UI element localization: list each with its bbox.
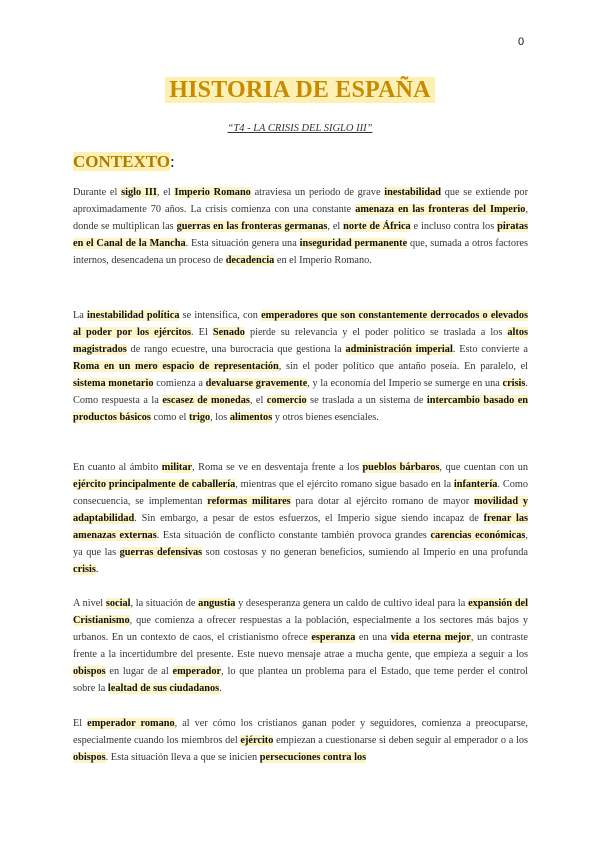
highlighted-term: emperador [172, 666, 222, 677]
text-run: . [95, 564, 99, 575]
highlighted-term: guerras defensivas [119, 547, 203, 558]
section-heading-text: CONTEXTO [73, 152, 170, 171]
text-run: . Esta situación lleva a que se inicien [105, 752, 260, 763]
highlighted-term: piratas en el Canal de la Mancha [73, 221, 528, 249]
highlighted-term: sistema monetario [73, 378, 154, 389]
highlighted-term: crisis [502, 378, 526, 389]
highlighted-term: Roma en un mero espacio de representación [73, 361, 279, 372]
text-run: . [219, 683, 222, 694]
highlighted-term: trigo [188, 412, 211, 423]
highlighted-term: inestabilidad [384, 187, 441, 198]
paragraph-2 [73, 307, 528, 426]
text-run: se intensifica, con [179, 310, 262, 321]
text-run: como el [150, 412, 189, 423]
text-run: e incluso contra los [410, 221, 498, 232]
text-run: La [73, 310, 88, 321]
highlighted-term: inseguridad permanente [299, 238, 408, 249]
highlighted-term: emperador romano [87, 718, 175, 729]
highlighted-term: social [105, 598, 131, 609]
page-number: 0 [518, 36, 525, 48]
text-run: , que cuentan con un [439, 462, 529, 473]
text-run: , la situación de [130, 598, 199, 609]
text-run: en lugar de al [105, 666, 173, 677]
document-subtitle: “T4 - LA CRISIS DEL SIGLO III” [227, 123, 373, 134]
text-run: , el [327, 221, 344, 232]
text-run: atraviesa un periodo de grave [250, 187, 385, 198]
highlighted-term: lealtad de sus ciudadanos [107, 683, 220, 694]
text-run: , sin el poder político que antaño poseía. En paralelo, el [278, 361, 529, 372]
paragraph-4 [73, 595, 528, 697]
highlighted-term: angustia [198, 598, 236, 609]
highlighted-term: obispos [73, 666, 106, 677]
text-run: comienza a [153, 378, 206, 389]
highlighted-term: Senado [212, 327, 245, 338]
text-run: . Esto convierte a [452, 344, 528, 355]
text-run: empiezan a cuestionarse si deben seguir al emperador o a los [273, 735, 528, 746]
text-run: . El [191, 327, 213, 338]
highlighted-term: ejército principalmente de caballería [73, 479, 236, 490]
highlighted-term: frenar las amenazas externas [73, 513, 528, 541]
highlighted-term: emperadores que son constantemente derrocados o elevados al poder por los ejércitos [73, 310, 529, 338]
text-run: . Como respuesta a la [73, 378, 528, 406]
text-run: A nivel [73, 598, 106, 609]
text-run: . Sin embargo, a pesar de estos esfuerzos, el Imperio sigue siendo incapaz de [134, 513, 484, 524]
highlighted-term: reformas militares [207, 496, 291, 507]
text-run: y otros bienes esenciales. [272, 412, 379, 423]
text-run: , que comienza a ofrecer respuestas a la población, especialmente a los sectores más bajos y urbanos. En un contexto de caos, el cristianismo ofrece [73, 615, 528, 643]
text-run: . Esta situación genera una [185, 238, 300, 249]
text-run: se traslada a un sistema de [306, 395, 427, 406]
text-run: en el Imperio Romano. [274, 255, 372, 266]
text-run: de rango ecuestre, una burocracia que gestiona la [126, 344, 346, 355]
text-run: , los [210, 412, 230, 423]
text-run: , Roma se ve en desventaja frente a los [192, 462, 363, 473]
highlighted-term: persecuciones contra los [259, 752, 367, 763]
paragraph-3 [73, 459, 528, 578]
highlighted-term: decadencia [225, 255, 275, 266]
highlighted-term: esperanza [311, 632, 356, 643]
highlighted-term: intercambio basado en productos básicos [73, 395, 529, 423]
paragraph-5 [73, 715, 528, 766]
highlighted-term: carencias económicas [430, 530, 526, 541]
text-run: son costosas y no generan beneficios, sumiendo al Imperio en una profunda [202, 547, 528, 558]
highlighted-term: comercio [266, 395, 307, 406]
highlighted-term: amenaza en las fronteras del Imperio [355, 204, 526, 215]
text-run: , el [249, 395, 267, 406]
text-run: en una [355, 632, 391, 643]
text-run: pierde su relevancia y el poder político se traslada a los [244, 327, 508, 338]
text-run: , ya que las [73, 530, 528, 558]
text-run: . Esta situación de conflicto constante también provoca grandes [156, 530, 431, 541]
highlighted-term: obispos [73, 752, 106, 763]
text-run: que se extiende por aproximadamente 70 años. La crisis comienza con una constante [73, 187, 528, 215]
highlighted-term: infantería [453, 479, 498, 490]
text-run: para dotar al ejército romano de mayor [290, 496, 474, 507]
text-run: que, sumada a otros factores internos, desencadena un proceso de [73, 238, 528, 266]
text-run: El [73, 718, 88, 729]
highlighted-term: guerras en las fronteras germanas [176, 221, 328, 232]
text-run: En cuanto al ámbito [73, 462, 162, 473]
section-heading [73, 152, 175, 172]
highlighted-term: expansión del Cristianismo [73, 598, 528, 626]
highlighted-term: siglo III [121, 187, 157, 198]
highlighted-term: Imperio Romano [174, 187, 251, 198]
text-run: , mientras que el ejército romano sigue basado en la [235, 479, 454, 490]
text-run: , el [156, 187, 175, 198]
highlighted-term: devaluarse gravemente [205, 378, 308, 389]
text-run: , al ver cómo los cristianos ganan poder y seguidores, comienza a preocuparse, especialmente cuando los miembros del [73, 718, 528, 746]
text-run: , donde se multiplican las [73, 204, 529, 232]
highlighted-term: alimentos [229, 412, 273, 423]
highlighted-term: crisis [73, 564, 96, 575]
text-run: y desesperanza genera un caldo de cultivo ideal para la [235, 598, 469, 609]
highlighted-term: militar [161, 462, 193, 473]
text-run: Durante el [73, 187, 122, 198]
highlighted-term: inestabilidad política [87, 310, 180, 321]
paragraph-1 [73, 184, 528, 269]
highlighted-term: vida eterna mejor [390, 632, 471, 643]
text-run: , un contraste frente a la incertidumbre del presente. Este nuevo mensaje atrae a mucha gente, que empieza a seguir a los [73, 632, 528, 660]
highlighted-term: escasez de monedas [162, 395, 250, 406]
document-title: HISTORIA DE ESPAÑA [165, 77, 434, 103]
highlighted-term: movilidad y adaptabilidad [73, 496, 529, 524]
text-run: . Como consecuencia, se implementan [73, 479, 528, 507]
highlighted-term: administración imperial [345, 344, 453, 355]
highlighted-term: altos magistrados [73, 327, 528, 355]
title-wrapper [0, 77, 600, 103]
highlighted-term: norte de África [343, 221, 411, 232]
highlighted-term: pueblos bárbaros [362, 462, 440, 473]
text-run: , lo que plantea un problema para el Estado, que teme perder el control sobre la [73, 666, 528, 694]
text-run: , y la economía del Imperio se sumerge en una [307, 378, 503, 389]
section-heading-colon: : [170, 152, 175, 171]
highlighted-term: ejército [240, 735, 274, 746]
